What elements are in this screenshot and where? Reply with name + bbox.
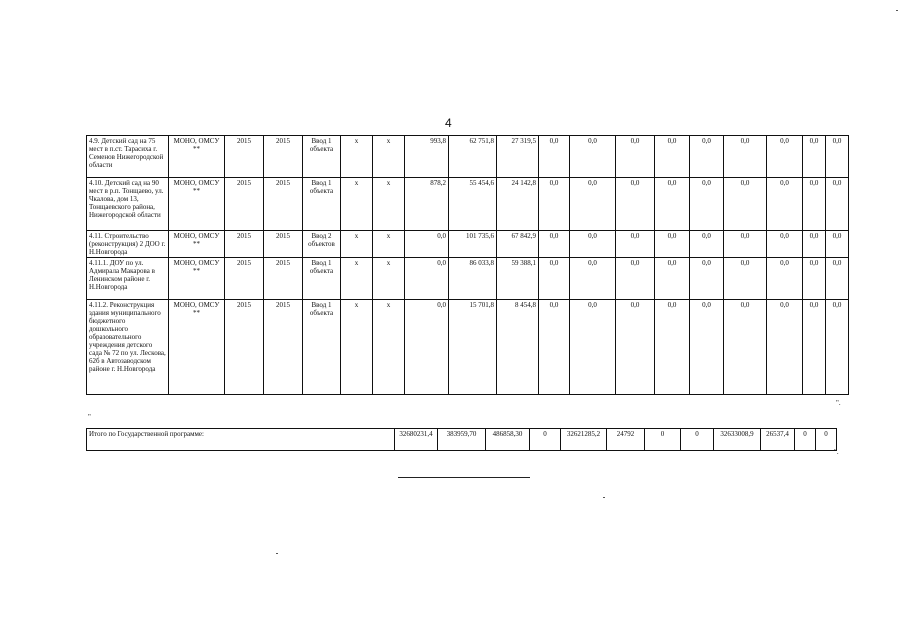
row-end-year: 2015	[264, 136, 303, 178]
row-value: 0,0	[570, 231, 616, 258]
row-value: 0,0	[616, 178, 655, 231]
table-row	[87, 231, 849, 258]
total-row	[87, 429, 837, 451]
total-value: 32621285,2	[561, 429, 607, 451]
quote-mark-right: ".	[836, 399, 841, 407]
row-value: 0,0	[724, 258, 767, 300]
row-value: 15 701,8	[449, 300, 497, 395]
row-value: 0,0	[690, 231, 724, 258]
row-value: 8 454,8	[497, 300, 539, 395]
row-marker: х	[373, 300, 405, 395]
row-value: 993,8	[405, 136, 449, 178]
row-value: 0,0	[616, 136, 655, 178]
row-value: 0,0	[539, 136, 570, 178]
total-value: 32633008,9	[714, 429, 761, 451]
row-value: 0,0	[724, 300, 767, 395]
row-value: 0,0	[655, 258, 690, 300]
row-marker: х	[341, 300, 373, 395]
row-value: 0,0	[803, 136, 826, 178]
row-value: 0,0	[724, 178, 767, 231]
row-value: 0,0	[803, 258, 826, 300]
row-value: 0,0	[803, 231, 826, 258]
row-marker: х	[341, 178, 373, 231]
row-start-year: 2015	[225, 136, 264, 178]
row-end-year: 2015	[264, 231, 303, 258]
row-name: 4.11.1. ДОУ по ул. Адмирала Макарова в Ленинском районе г. Н.Новгорода	[87, 258, 169, 300]
row-value: 0,0	[655, 136, 690, 178]
total-value: 32680231,4	[395, 429, 438, 451]
row-result: Ввод 2 объектов	[303, 231, 341, 258]
row-value: 0,0	[616, 300, 655, 395]
row-value: 878,2	[405, 178, 449, 231]
row-executor: МОНО, ОМСУ **	[169, 231, 225, 258]
row-value: 27 319,5	[497, 136, 539, 178]
row-value: 0,0	[803, 300, 826, 395]
row-start-year: 2015	[225, 300, 264, 395]
row-value: 0,0	[539, 300, 570, 395]
row-value: 55 454,6	[449, 178, 497, 231]
total-value: 0	[816, 429, 837, 451]
row-value: 0,0	[826, 231, 849, 258]
row-marker: х	[373, 258, 405, 300]
table-row	[87, 300, 849, 395]
row-value: 0,0	[405, 231, 449, 258]
row-value: 0,0	[690, 300, 724, 395]
row-result: Ввод 1 объекта	[303, 136, 341, 178]
row-value: 62 751,8	[449, 136, 497, 178]
row-value: 59 388,1	[497, 258, 539, 300]
total-value: 26537,4	[761, 429, 795, 451]
row-value: 0,0	[570, 136, 616, 178]
row-value: 0,0	[539, 231, 570, 258]
row-name: 4.9. Детский сад на 75 мест в п.ст. Тарасиха г. Семенов Нижегородской области	[87, 136, 169, 178]
row-value: 0,0	[767, 258, 803, 300]
row-value: 0,0	[616, 258, 655, 300]
row-value: 0,0	[570, 258, 616, 300]
total-value: 0	[681, 429, 714, 451]
row-name: 4.11. Строительство (реконструкция) 2 ДОО г. Н.Новгорода	[87, 231, 169, 258]
quote-mark-left: "	[88, 413, 91, 421]
row-marker: х	[373, 136, 405, 178]
row-value: 0,0	[570, 178, 616, 231]
row-value: 0,0	[570, 300, 616, 395]
row-result: Ввод 1 объекта	[303, 258, 341, 300]
row-value: 0,0	[767, 178, 803, 231]
row-name: 4.10. Детский сад на 90 мест в р.п. Тонщаево, ул. Чкалова, дом 13, Тонщаевского района, Нижегородской области	[87, 178, 169, 231]
row-value: 0,0	[655, 300, 690, 395]
divider-line	[398, 477, 530, 478]
row-executor: МОНО, ОМСУ **	[169, 178, 225, 231]
table-row	[87, 136, 849, 178]
total-value: 0	[645, 429, 681, 451]
page-number: 4	[445, 116, 452, 130]
row-value: 0,0	[767, 231, 803, 258]
row-value: 101 735,6	[449, 231, 497, 258]
row-value: 0,0	[405, 300, 449, 395]
row-result: Ввод 1 объекта	[303, 300, 341, 395]
row-value: 0,0	[767, 300, 803, 395]
row-value: 0,0	[826, 136, 849, 178]
row-start-year: 2015	[225, 231, 264, 258]
row-value: 0,0	[803, 178, 826, 231]
total-label: Итого по Государственной программе:	[87, 429, 395, 451]
row-value: 0,0	[767, 136, 803, 178]
row-value: 0,0	[539, 258, 570, 300]
row-marker: х	[341, 231, 373, 258]
total-value: 0	[530, 429, 561, 451]
row-value: 24 142,8	[497, 178, 539, 231]
row-end-year: 2015	[264, 300, 303, 395]
row-value: 0,0	[690, 178, 724, 231]
row-start-year: 2015	[225, 258, 264, 300]
row-value: 0,0	[724, 136, 767, 178]
row-end-year: 2015	[264, 258, 303, 300]
quote-mark-bottom: ".	[834, 448, 839, 456]
row-value: 67 842,9	[497, 231, 539, 258]
row-value: 0,0	[655, 178, 690, 231]
row-value: 0,0	[655, 231, 690, 258]
row-value: 86 033,8	[449, 258, 497, 300]
row-start-year: 2015	[225, 178, 264, 231]
row-value: 0,0	[826, 258, 849, 300]
total-value: 24792	[607, 429, 645, 451]
row-executor: МОНО, ОМСУ **	[169, 258, 225, 300]
scan-speck	[896, 10, 898, 11]
row-executor: МОНО, ОМСУ **	[169, 136, 225, 178]
row-executor: МОНО, ОМСУ **	[169, 300, 225, 395]
scan-speck	[276, 553, 278, 554]
scan-speck	[603, 497, 605, 498]
row-value: 0,0	[405, 258, 449, 300]
row-value: 0,0	[724, 231, 767, 258]
row-marker: х	[341, 258, 373, 300]
row-marker: х	[373, 178, 405, 231]
total-value: 0	[795, 429, 816, 451]
row-value: 0,0	[690, 136, 724, 178]
row-value: 0,0	[690, 258, 724, 300]
row-result: Ввод 1 объекта	[303, 178, 341, 231]
row-marker: х	[373, 231, 405, 258]
table-row	[87, 258, 849, 300]
total-value: 486858,30	[486, 429, 530, 451]
program-table	[86, 135, 849, 395]
row-value: 0,0	[616, 231, 655, 258]
total-table	[86, 428, 837, 451]
row-value: 0,0	[826, 178, 849, 231]
row-value: 0,0	[826, 300, 849, 395]
total-value: 383959,70	[438, 429, 486, 451]
row-end-year: 2015	[264, 178, 303, 231]
row-name: 4.11.2. Реконструкция здания муниципального бюджетного дошкольного образовательного учреждения детского сада № 72 по ул. Лескова, 62б в Автозаводском районе г. Н.Новгорода	[87, 300, 169, 395]
row-value: 0,0	[539, 178, 570, 231]
table-row	[87, 178, 849, 231]
row-marker: х	[341, 136, 373, 178]
